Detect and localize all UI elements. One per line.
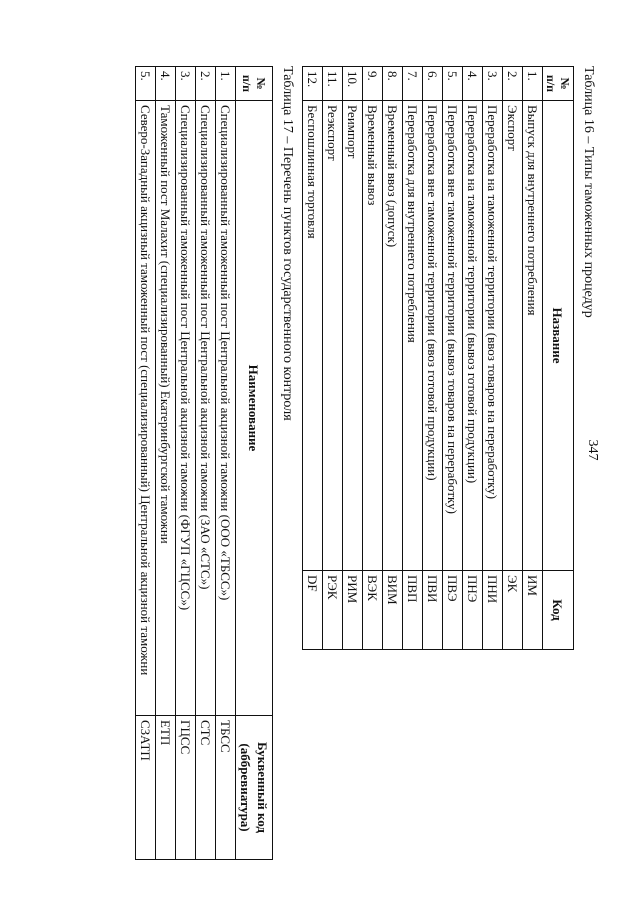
row-name: Специализированный таможенный пост Центральной акцизной таможни (ООО «ТБСС») xyxy=(216,101,236,716)
row-name: Беспошлинная торговля xyxy=(303,101,323,571)
row-number: 8. xyxy=(383,67,403,101)
row-code: ЭК xyxy=(503,571,523,650)
row-code: РЭК xyxy=(323,571,343,650)
row-name: Переработка на таможенной территории (вывоз готовой продукции) xyxy=(463,101,483,571)
row-number: 1. xyxy=(523,67,543,101)
row-code: ИМ xyxy=(523,571,543,650)
row-number: 5. xyxy=(443,67,463,101)
header-code: Буквенный код (аббревиатура) xyxy=(236,716,273,860)
row-number: 7. xyxy=(403,67,423,101)
row-name: Экспорт xyxy=(503,101,523,571)
table-row xyxy=(196,67,216,860)
header-code: Код xyxy=(543,571,574,650)
row-name: Таможенный пост Малахит (специализированный) Екатеринбургской таможни xyxy=(156,101,176,716)
row-code: ВЭК xyxy=(363,571,383,650)
table-row xyxy=(483,67,503,650)
table-row xyxy=(383,67,403,650)
row-number: 3. xyxy=(483,67,503,101)
row-number: 5. xyxy=(136,67,156,101)
row-name: Переработка вне таможенной территории (ввоз готовой продукции) xyxy=(423,101,443,571)
row-name: Реэкспорт xyxy=(323,101,343,571)
table-row xyxy=(156,67,176,860)
row-name: Выпуск для внутреннего потребления xyxy=(523,101,543,571)
control-points-table xyxy=(135,66,273,860)
table-row xyxy=(216,67,236,860)
row-code: СТС xyxy=(196,716,216,860)
row-code: DF xyxy=(303,571,323,650)
header-num: № п/п xyxy=(236,67,273,101)
row-name: Специализированный таможенный пост Центральной акцизной таможни (ЗАО «СТС») xyxy=(196,101,216,716)
table-row xyxy=(443,67,463,650)
row-number: 6. xyxy=(423,67,443,101)
row-code: ПВИ xyxy=(423,571,443,650)
header-name: Наименование xyxy=(236,101,273,716)
row-code: ТБСС xyxy=(216,716,236,860)
row-number: 4. xyxy=(156,67,176,101)
row-number: 10. xyxy=(343,67,363,101)
row-name: Временный вывоз xyxy=(363,101,383,571)
table-row xyxy=(303,67,323,650)
row-code: ПВП xyxy=(403,571,423,650)
row-name: Северо-Западный акцизный таможенный пост (специализированный) Центральной акцизной таможни xyxy=(136,101,156,716)
page-number: 347 xyxy=(585,439,600,461)
table-row xyxy=(323,67,343,650)
row-name: Специализированный таможенный пост Центральной акцизной таможни (ФГУП «ГЦСС») xyxy=(176,101,196,716)
row-number: 4. xyxy=(463,67,483,101)
table-row xyxy=(463,67,483,650)
table-header-row xyxy=(236,67,273,860)
row-code: ВИМ xyxy=(383,571,403,650)
row-code: ПНЭ xyxy=(463,571,483,650)
row-number: 3. xyxy=(176,67,196,101)
row-name: Переработка для внутреннего потребления xyxy=(403,101,423,571)
row-code: ГЦСС xyxy=(176,716,196,860)
table-row xyxy=(363,67,383,650)
table-row xyxy=(503,67,523,650)
table-row xyxy=(343,67,363,650)
row-number: 2. xyxy=(196,67,216,101)
row-name: Переработка на таможенной территории (ввоз товаров на переработку) xyxy=(483,101,503,571)
row-name: Временный ввоз (допуск) xyxy=(383,101,403,571)
customs-procedures-table xyxy=(302,66,574,650)
table-row xyxy=(423,67,443,650)
header-num: № п/п xyxy=(543,67,574,101)
table-row xyxy=(136,67,156,860)
table-header-row xyxy=(543,67,574,650)
row-number: 11. xyxy=(323,67,343,101)
table-row xyxy=(176,67,196,860)
table16-caption: Таблица 16 – Типы таможенных процедур xyxy=(581,66,596,318)
row-number: 2. xyxy=(503,67,523,101)
header-name: Название xyxy=(543,101,574,571)
row-number: 9. xyxy=(363,67,383,101)
row-code: ЕТП xyxy=(156,716,176,860)
row-code: СЗАТП xyxy=(136,716,156,860)
row-code: ПНИ xyxy=(483,571,503,650)
row-code: РИМ xyxy=(343,571,363,650)
row-number: 1. xyxy=(216,67,236,101)
row-name: Переработка вне таможенной территории (вывоз товаров на переработку) xyxy=(443,101,463,571)
table17-caption: Таблица 17 – Перечень пунктов государственного контроля xyxy=(280,66,295,421)
row-name: Реимпорт xyxy=(343,101,363,571)
table-row xyxy=(403,67,423,650)
row-code: ПВЭ xyxy=(443,571,463,650)
table-row xyxy=(523,67,543,650)
row-number: 12. xyxy=(303,67,323,101)
